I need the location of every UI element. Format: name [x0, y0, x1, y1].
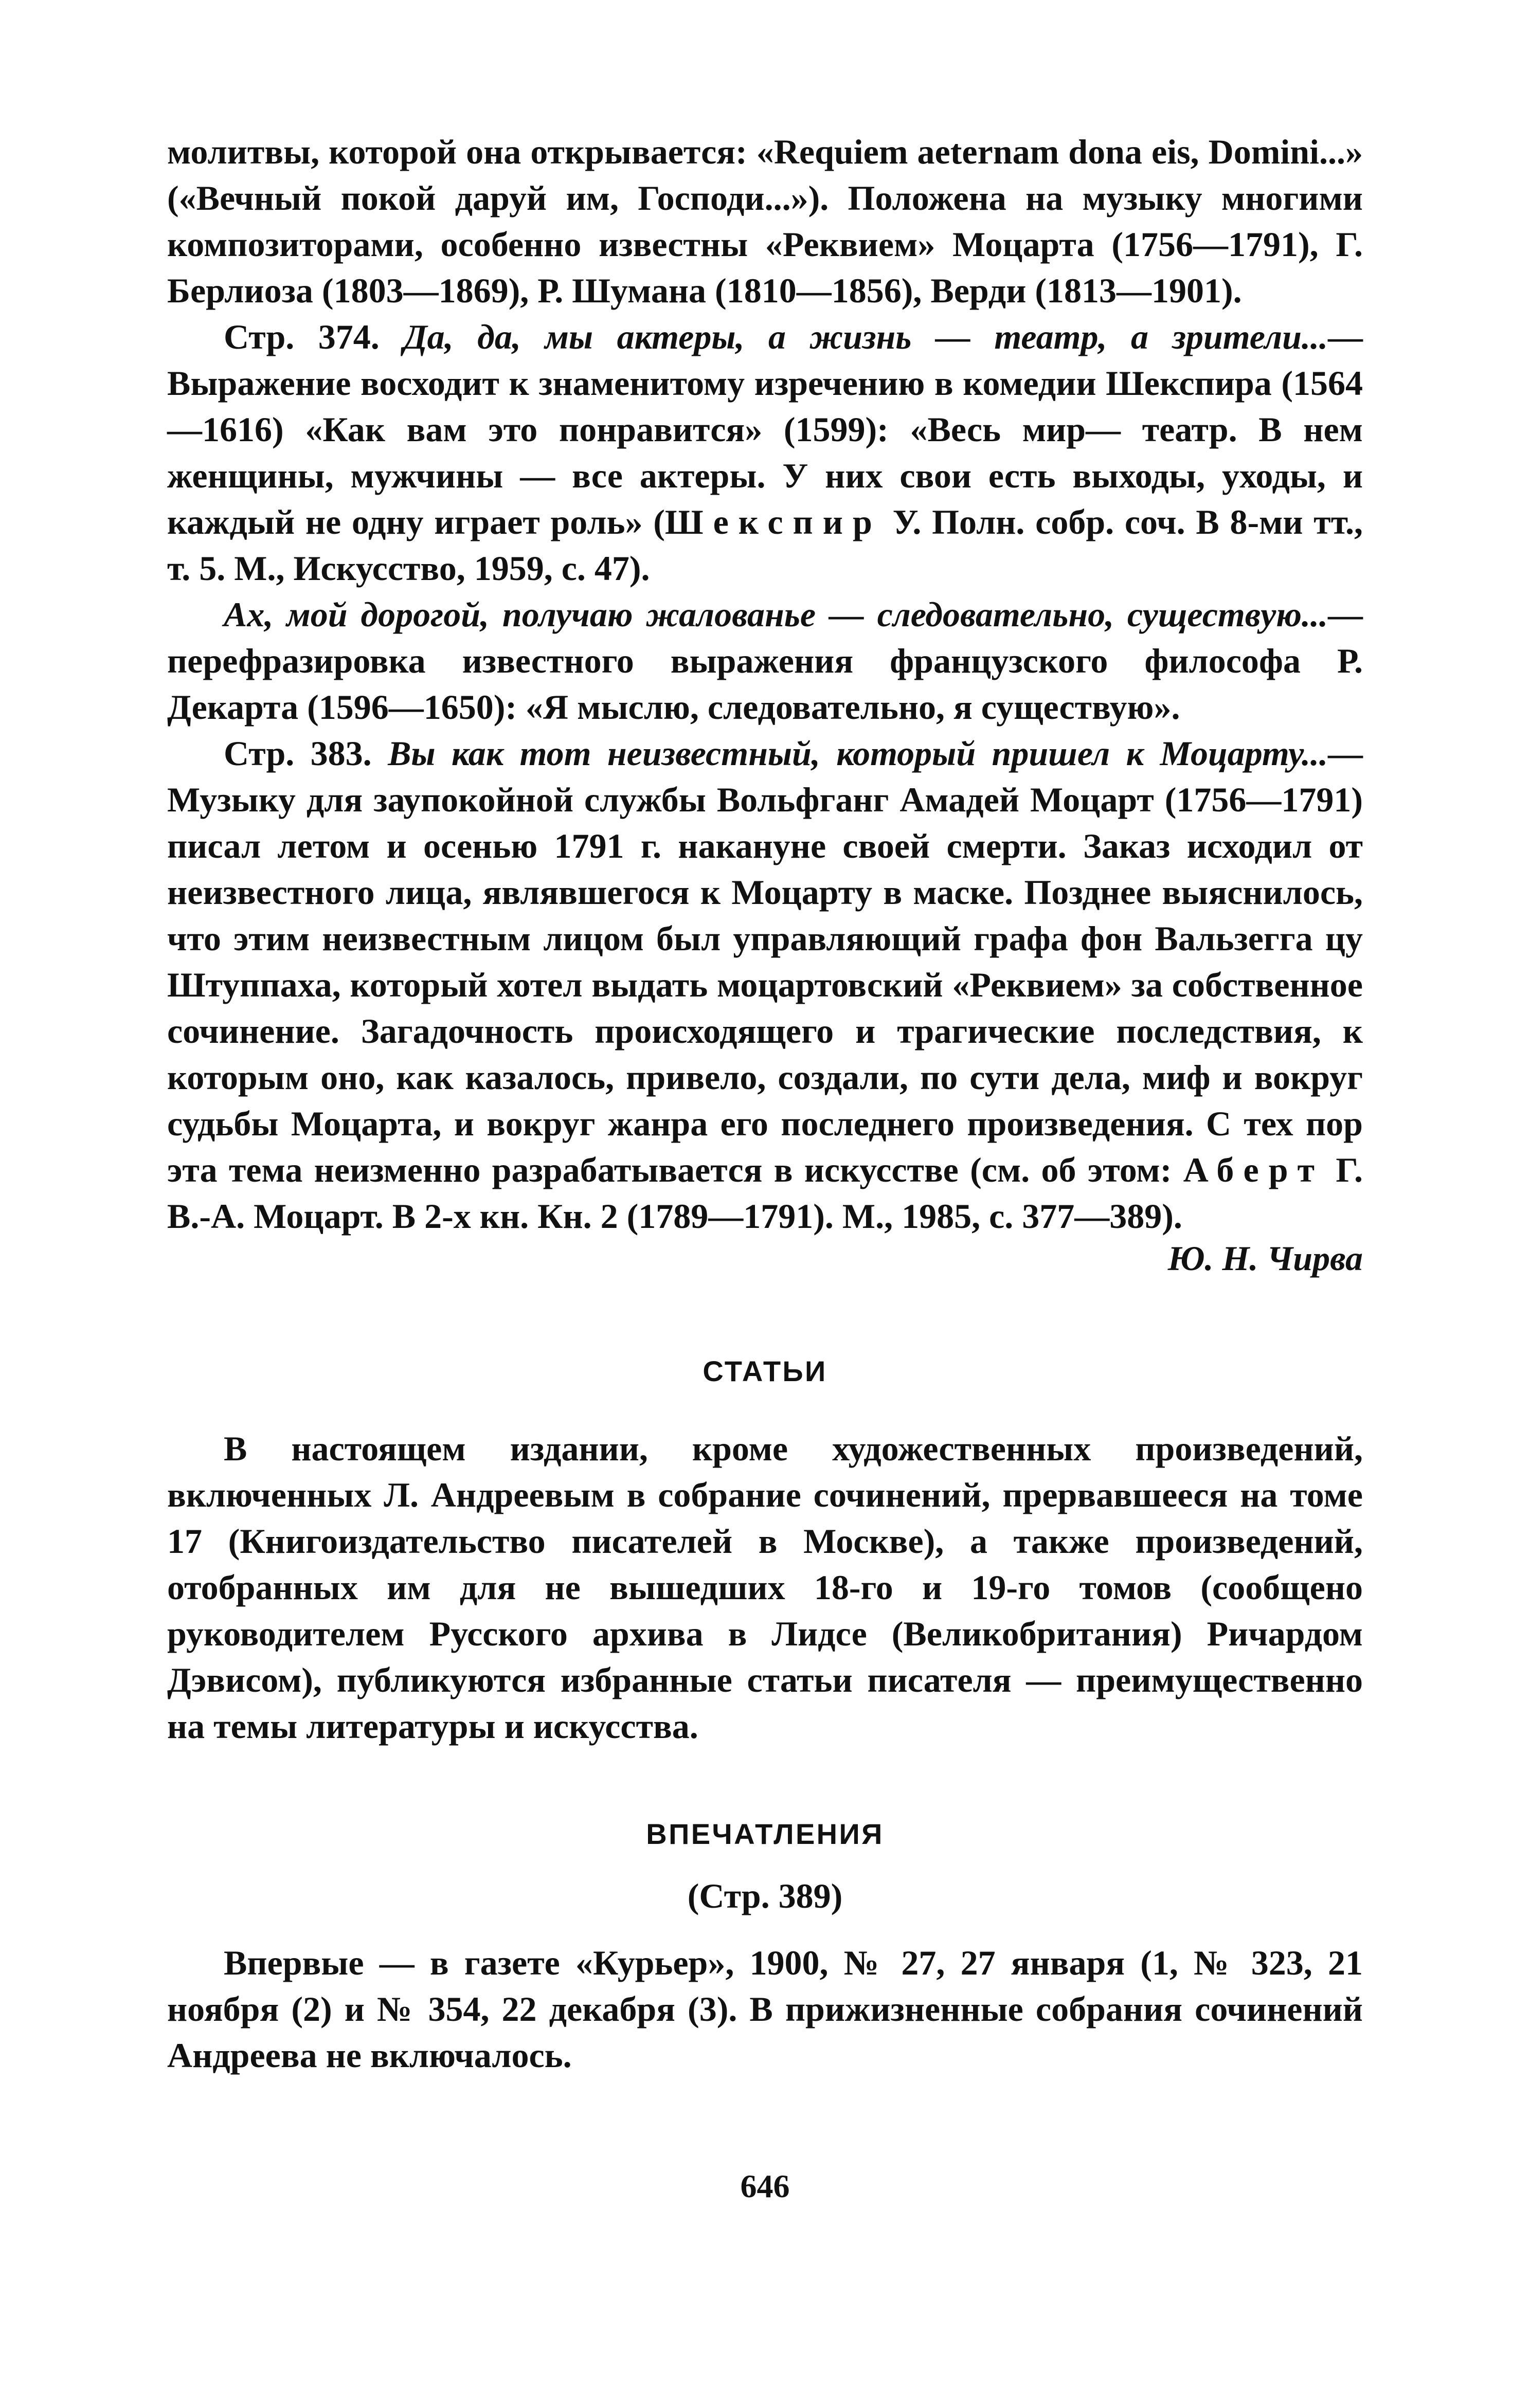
- page-number: 646: [740, 2168, 790, 2204]
- quoted-phrase: Да, да, мы актеры, а жизнь — театр, а зрители...: [403, 317, 1328, 356]
- page-body: [167, 129, 1363, 2078]
- note-text: — перефразировка известного выражения французского философа Р. Декарта (1596—1650): «Я мыслю, следовательно, я существую».: [167, 595, 1363, 727]
- quoted-phrase: Вы как тот неизвестный, который пришел к Моцарту...: [388, 734, 1328, 773]
- note-text: У. Полн. собр. соч. В 8-ми тт., т. 5. М., Искусство, 1959, с. 47).: [167, 502, 1363, 588]
- quoted-phrase: Ах, мой дорогой, получаю жалованье — следовательно, существую...: [224, 595, 1328, 634]
- articles-paragraph: В настоящем издании, кроме художественных произведений, включенных Л. Андреевым в собрание сочинений, прервавшееся на томе 17 (Книгоиздательство писателей в Москве), а также произведений, отобранных им для не вышедших 18-го и 19-го томов (сообщено руководителем Русского архива в Лидсе (Великобритания) Ричардом Дэвисом), публикуются избранные статьи писателя — преимущественно на темы литературы и искусства.: [167, 1429, 1363, 1746]
- note-paragraph-requiem: молитвы, которой она открывается: «Requiem aeternam dona eis, Domini...» («Вечный покой даруй им, Господи...»). Положена на музыку многими композиторами, особенно известны «Реквием» Моцарта (1756—1791), Г. Берлиоза (1803—1869), Р. Шумана (1810—1856), Верди (1813—1901).: [167, 132, 1363, 310]
- note-paragraph-page-374: [167, 314, 1363, 591]
- note-text: Г. В.-А. Моцарт. В 2-х кн. Кн. 2 (1789—1791). М., 1985, с. 377—389).: [167, 1150, 1363, 1236]
- section-heading-articles: СТАТЬИ: [703, 1355, 827, 1387]
- section-page-reference: (Стр. 389): [687, 1876, 843, 1915]
- author-name-spaced: Аберт: [1183, 1150, 1325, 1189]
- note-text: — Выражение восходит к знаменитому изречению в комедии Шекспира (1564—1616) «Как вам это понравится» (1599): «Весь мир— театр. В нем женщины, мужчины — все актеры. У них свои есть выходы, уходы, и каждый не одну играет роль» (: [167, 317, 1363, 541]
- author-name-spaced: Шекспир: [664, 502, 882, 541]
- note-paragraph-page-383: [167, 730, 1363, 1239]
- signature: Ю. Н. Чирва: [1167, 1239, 1363, 1278]
- note-paragraph-descartes: [167, 591, 1363, 730]
- section-heading-impressions: ВПЕЧАТЛЕНИЯ: [646, 1818, 884, 1850]
- page-reference: Стр. 383.: [224, 734, 388, 773]
- impressions-paragraph: Впервые — в газете «Курьер», 1900, № 27, 27 января (1, № 323, 21 ноября (2) и № 354, 22 декабря (3). В прижизненные собрания сочинений Андреева не включалось.: [167, 1943, 1363, 2075]
- page-reference: Стр. 374.: [224, 317, 404, 356]
- note-text: — Музыку для заупокойной службы Вольфганг Амадей Моцарт (1756—1791) писал летом и осенью 1791 г. накануне своей смерти. Заказ исходил от неизвестного лица, являвшегося к Моцарту в маске. Позднее выяснилось, что этим неизвестным лицом был управляющий графа фон Вальзегга цу Штуппаха, который хотел выдать моцартовский «Реквием» за собственное сочинение. Загадочность происходящего и трагические последствия, к которым оно, как казалось, привело, создали, по сути дела, миф и вокруг судьбы Моцарта, и вокруг жанра его последнего произведения. С тех пор эта тема неизменно разрабатывается в искусстве (см. об этом:: [167, 734, 1363, 1189]
